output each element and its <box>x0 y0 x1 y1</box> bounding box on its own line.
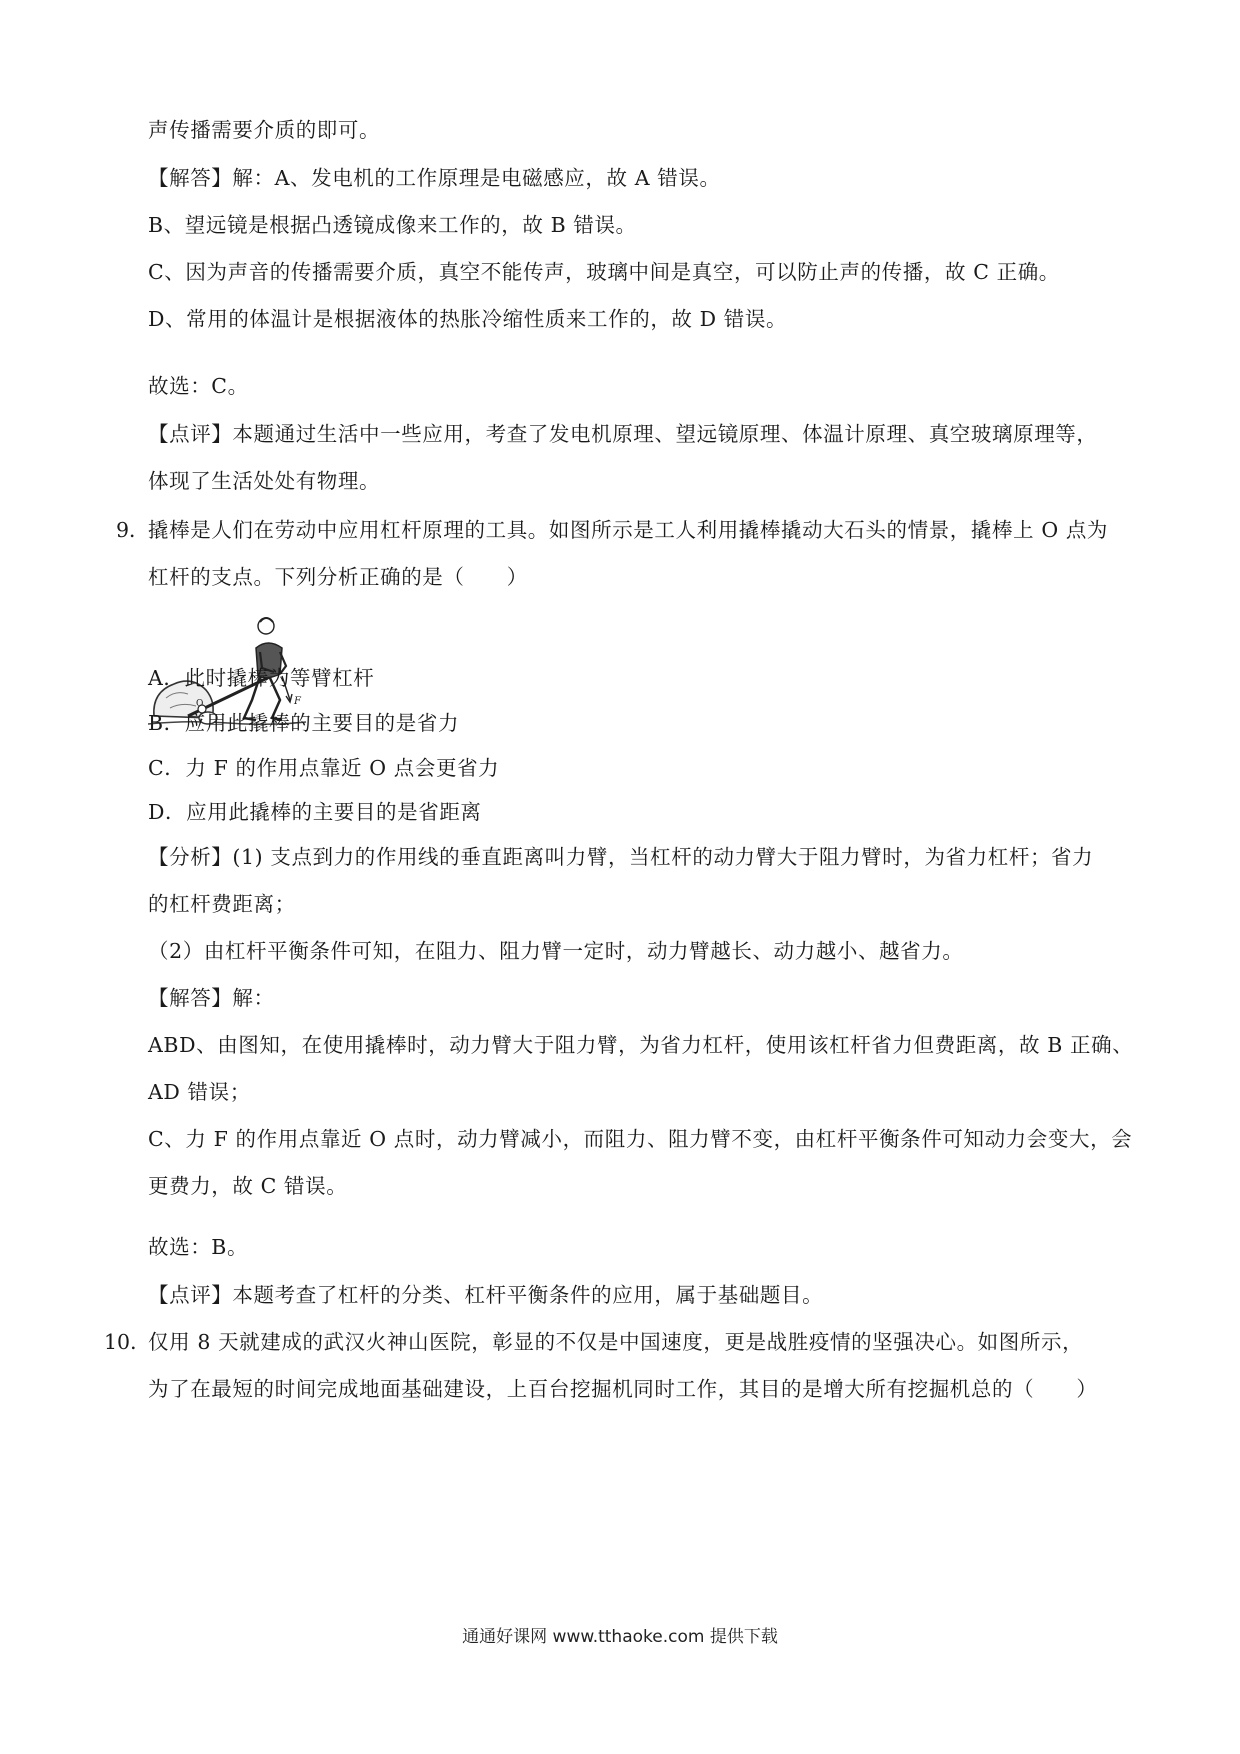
question-stem: 为了在最短的时间完成地面基础建设，上百台挖掘机同时工作，其目的是增大所有挖掘机总的（ ） <box>148 1377 1098 1401</box>
question-stem: 撬棒是人们在劳动中应用杠杆原理的工具。如图所示是工人利用撬棒撬动大石头的情景，撬棒上 O 点为 <box>148 518 1109 542</box>
page-footer: 通通好课网 www.tthaoke.com 提供下载 <box>462 1627 778 1647</box>
option-a: A．此时撬棒为等臂杠杆 <box>148 666 375 690</box>
analysis-line: （2）由杠杆平衡条件可知，在阻力、阻力臂一定时，动力臂越长、动力越小、越省力。 <box>148 939 964 963</box>
text-line: 【点评】本题通过生活中一些应用，考查了发电机原理、望远镜原理、体温计原理、真空玻璃原理等， <box>148 422 1098 446</box>
question-number: 9． <box>116 518 150 542</box>
option-d: D．应用此撬棒的主要目的是省距离 <box>148 800 482 824</box>
text-line: 故选：C。 <box>148 374 249 398</box>
question-number: 10． <box>104 1330 151 1354</box>
force-label: F <box>294 696 301 707</box>
text-line: B、望远镜是根据凸透镜成像来工作的，故 B 错误。 <box>148 213 637 237</box>
question-stem: 仅用 8 天就建成的武汉火神山医院，彰显的不仅是中国速度，更是战胜疫情的坚强决心。如图所示， <box>148 1330 1084 1354</box>
answer-line: 更费力，故 C 错误。 <box>148 1174 348 1198</box>
text-line: 【解答】解：A、发电机的工作原理是电磁感应，故 A 错误。 <box>148 166 721 190</box>
option-b: B．应用此撬棒的主要目的是省力 <box>148 711 460 735</box>
answer-line: 故选：B。 <box>148 1235 249 1259</box>
option-c: C．力 F 的作用点靠近 O 点会更省力 <box>148 756 500 780</box>
answer-line: 【解答】解： <box>148 986 275 1010</box>
text-line: 体现了生活处处有物理。 <box>148 469 381 493</box>
text-line: C、因为声音的传播需要介质，真空不能传声，玻璃中间是真空，可以防止声的传播，故 C 正确。 <box>148 260 1060 284</box>
answer-line: C、力 F 的作用点靠近 O 点时，动力臂减小，而阻力、阻力臂不变，由杠杆平衡条件可知动力会变大，会 <box>148 1127 1133 1151</box>
comment-line: 【点评】本题考查了杠杆的分类、杠杆平衡条件的应用，属于基础题目。 <box>148 1283 824 1307</box>
text-line: D、常用的体温计是根据液体的热胀冷缩性质来工作的，故 D 错误。 <box>148 307 788 331</box>
answer-line: AD 错误； <box>148 1080 251 1104</box>
analysis-line: 的杠杆费距离； <box>148 892 296 916</box>
question-stem: 杠杆的支点。下列分析正确的是（ ） <box>148 565 528 589</box>
analysis-line: 【分析】(1) 支点到力的作用线的垂直距离叫力臂，当杠杆的动力臂大于阻力臂时，为省力杠杆；省力 <box>148 845 1094 869</box>
text-line: 声传播需要介质的即可。 <box>148 118 381 142</box>
fulcrum-label: O <box>196 699 204 709</box>
answer-line: ABD、由图知，在使用撬棒时，动力臂大于阻力臂，为省力杠杆，使用该杠杆省力但费距离，故 B 正确、 <box>148 1033 1134 1057</box>
